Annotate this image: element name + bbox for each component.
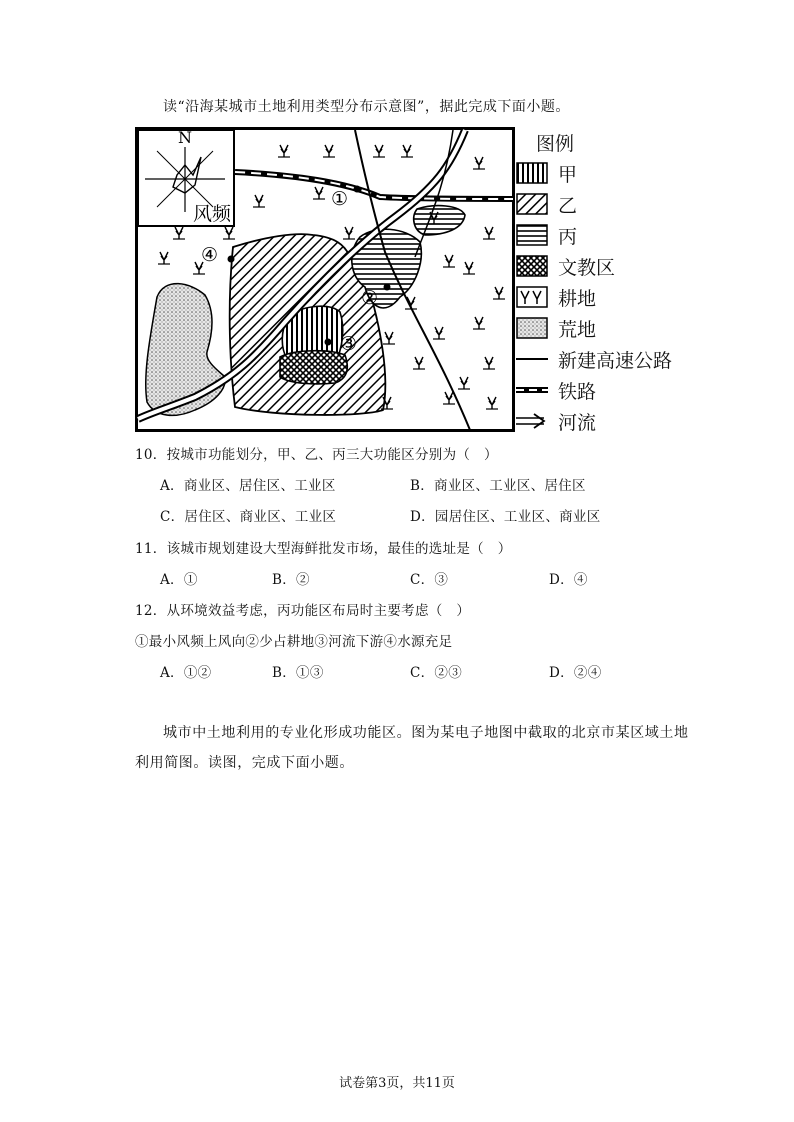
q10-option-a[interactable]: A．商业区、居住区、工业区 [160,478,336,494]
marker-2: ② [361,287,379,309]
section-intro-line-2: 利用简图。读图，完成下面小题。 [135,755,354,771]
section-intro-line-1: 城市中土地利用的专业化形成功能区。图为某电子地图中截取的北京市某区域土地 [163,725,689,741]
zone-education [280,351,347,384]
marker-4: ④ [201,244,219,266]
q10-option-d[interactable]: D．园居住区、工业区、商业区 [410,509,601,525]
q12-option-a[interactable]: A．①② [160,665,212,681]
legend-title: 图例 [536,133,575,155]
diagonal-stripe-swatch-icon [516,193,548,215]
q11-option-d[interactable]: D．④ [549,572,588,588]
map-svg [135,127,515,432]
railway-line-icon [516,379,548,401]
question-12: 12．从环境效益考虑，丙功能区布局时主要考虑（ ） [135,603,471,619]
legend-item-yi: 乙 [516,191,577,217]
farmland-swatch-icon [516,286,548,308]
highway-line-icon [516,348,548,370]
question-12-statements: ①最小风频上风向②少占耕地③河流下游④水源充足 [135,634,453,650]
q12-option-d[interactable]: D．②④ [549,665,602,681]
legend-item-jia: 甲 [516,160,577,186]
legend-item-education: 文教区 [516,253,615,279]
question-10: 10．按城市功能划分，甲、乙、丙三大功能区分别为（ ） [135,447,498,463]
land-use-map [135,127,515,432]
page-footer: 试卷第3页，共11页 [339,1076,455,1091]
legend-item-river: 河流 [516,408,596,434]
legend-item-bing: 丙 [516,222,577,248]
compass-north-label: N [178,128,192,147]
legend-item-highway: 新建高速公路 [516,346,672,372]
legend-item-railway: 铁路 [516,377,596,403]
horizontal-stripe-swatch-icon [516,224,548,246]
dotted-swatch-icon [516,317,548,339]
wind-frequency-label: 风频 [193,203,232,225]
q10-option-b[interactable]: B．商业区、工业区、居住区 [410,478,586,494]
q10-option-c[interactable]: C．居住区、商业区、工业区 [160,509,337,525]
intro-text: 读“沿海某城市土地利用类型分布示意图”，据此完成下面小题。 [163,99,570,115]
q12-option-c[interactable]: C．②③ [410,665,463,681]
q11-option-b[interactable]: B．② [272,572,310,588]
crosshatch-swatch-icon [516,255,548,277]
vertical-stripe-swatch-icon [516,162,548,184]
legend-item-farmland: 耕地 [516,284,596,310]
map-legend [516,127,716,437]
marker-1: ① [331,188,349,210]
marker-3: ③ [340,333,358,355]
river-arrow-icon [516,410,548,432]
legend-item-wasteland: 荒地 [516,315,596,341]
q11-option-a[interactable]: A．① [160,572,198,588]
q11-option-c[interactable]: C．③ [410,572,449,588]
question-11: 11．该城市规划建设大型海鲜批发市场，最佳的选址是（ ） [135,541,512,557]
q12-option-b[interactable]: B．①③ [272,665,324,681]
